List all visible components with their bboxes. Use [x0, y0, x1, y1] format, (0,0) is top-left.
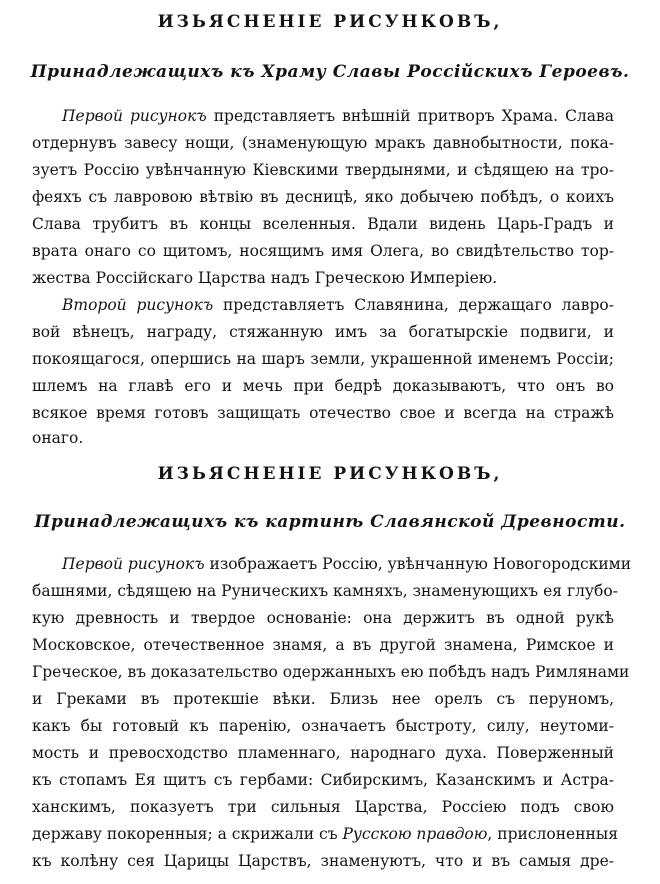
- s1-p2-line-1: [62, 295, 614, 317]
- s1-p2-line-6: онаго.: [32, 429, 84, 447]
- s1-p1-line-4: феяхъ съ лавровою вѣтвію въ десницѣ, яко добычею побѣдъ, о коихъ: [32, 188, 614, 206]
- line-text: державу покоренныя; а скрижали съ: [32, 825, 343, 843]
- line-text: изображаетъ Россію, увѣнчанную Новогородскими: [204, 555, 632, 573]
- s2-p1-line-8: мость и превосходство пламеннаго, народнаго духа. Поверженный: [32, 744, 614, 762]
- italic-phrase: Русскою правдою: [342, 825, 488, 843]
- s2-p1-line-6: и Греками въ протекшіе вѣки. Близь нее орелъ съ перуномъ,: [32, 690, 614, 708]
- s1-p2-line-5: всякое время готовъ защищать отечество свое и всегда на стражѣ: [32, 404, 614, 422]
- s1-p2-line-4: шлемъ на главѣ его и мечь при бедрѣ доказываютъ, что онъ во: [32, 377, 614, 395]
- s1-p1-line-5: Слава трубитъ въ концы вселенныя. Вдали видень Царь-Градъ и: [32, 215, 614, 233]
- s1-p1-line-3: зуетъ Россію увѣнчанную Кіевскими твердынями, и сѣдящею на тро-: [32, 161, 614, 179]
- section1-subheading: Принадлежащихъ къ Храму Славы Россійскихъ Героевъ.: [30, 62, 630, 82]
- s1-p1-line-2: отдернувъ завесу нощи, (знаменующую мракъ давнобытности, пока-: [32, 134, 614, 152]
- s2-p1-line-12: къ колѣну сея Царицы Царствъ, знаменуютъ, что и въ самыя дре-: [32, 852, 614, 870]
- section2-heading: ИЗЬЯСНЕНІЕ РИСУНКОВЪ,: [157, 464, 503, 484]
- s1-p2-line-2: вой вѣнецъ, награду, стяжанную имъ за богатырскіе подвиги, и: [32, 323, 614, 341]
- s2-p1-line-9: къ стопамъ Ея щитъ съ гербами: Сибирскимъ, Казанскимъ и Астра-: [32, 771, 614, 789]
- s2-p1-line-3: кую древность и твердое основаніе: она держитъ въ одной рукѣ: [32, 609, 614, 627]
- line-text: представляетъ внѣшній притворъ Храма. Слава: [206, 107, 614, 125]
- s2-p1-line-11: [32, 824, 618, 846]
- s2-p1-line-4: Московское, отечественное знамя, а въ другой знамена, Римское и: [32, 636, 614, 654]
- s2-p1-line-1: [62, 554, 632, 576]
- s1-p1-line-7: жества Россійскаго Царства надъ Греческою Имперіею.: [32, 269, 498, 287]
- section1-heading: ИЗЬЯСНЕНІЕ РИСУНКОВЪ,: [157, 12, 503, 32]
- s1-p1-line-1: [62, 106, 614, 128]
- s2-p1-line-7: какъ бы готовый къ паренію, означаетъ быстроту, силу, неутоми-: [32, 717, 614, 735]
- s2-p1-line-5: Греческое, въ доказательство одержанныхъ ею побѣдъ надъ Римлянами: [32, 663, 630, 681]
- line-text: , прислоненныя: [487, 825, 618, 843]
- s2-p1-line-10: ханскимъ, показуетъ три сильныя Царства, Россіею подъ свою: [32, 798, 614, 816]
- s1-p1-line-6: врата онаго со щитомъ, носящимъ имя Олега, во свидѣтельство тор-: [32, 242, 614, 260]
- lead-text: Второй рисунокъ: [62, 296, 214, 314]
- s2-p1-line-2: башнями, сѣдящею на Руническихъ камняхъ, знаменующихъ ея глубо-: [32, 582, 618, 600]
- lead-text: Первой рисунокъ: [62, 555, 205, 573]
- section2-subheading: Принадлежащихъ къ картинѣ Славянской Древности.: [34, 512, 626, 532]
- line-text: представляетъ Славянина, держащаго лавро-: [213, 296, 614, 314]
- s1-p2-line-3: покоящагося, опершись на шаръ земли, украшенной именемъ Россіи;: [32, 350, 614, 368]
- lead-text: Первой рисунокъ: [62, 107, 207, 125]
